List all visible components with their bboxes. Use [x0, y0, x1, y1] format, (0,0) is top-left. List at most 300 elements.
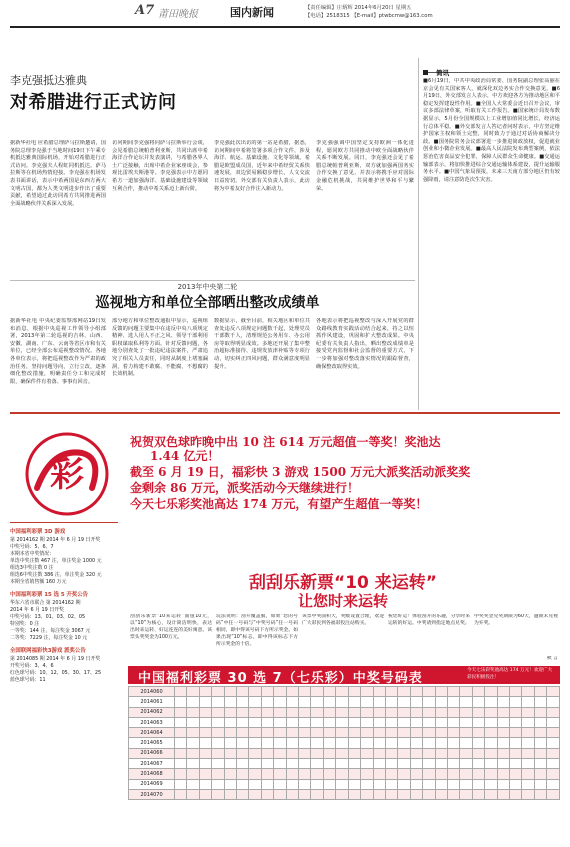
- number-cell: [509, 687, 521, 697]
- number-cell: [410, 687, 422, 697]
- issue-number-cell: 2014070: [129, 789, 175, 799]
- number-cell: [286, 728, 298, 738]
- number-cell: [212, 728, 224, 738]
- number-cell: [547, 738, 560, 748]
- table-row: [129, 738, 560, 748]
- number-cell: [237, 748, 249, 758]
- number-cell: [497, 769, 509, 779]
- number-cell: [299, 728, 311, 738]
- number-cell: [336, 687, 348, 697]
- number-cell: [336, 738, 348, 748]
- number-cell: [509, 707, 521, 717]
- number-cell: [485, 687, 497, 697]
- number-cell: [261, 779, 273, 789]
- number-cell: [447, 789, 459, 799]
- number-cell: [398, 759, 410, 769]
- number-cell: [373, 707, 385, 717]
- number-cell: [509, 717, 521, 727]
- number-cell: [212, 789, 224, 799]
- number-cell: [323, 717, 335, 727]
- number-cell: [447, 728, 459, 738]
- number-cell: [435, 789, 447, 799]
- number-cell: [237, 697, 249, 707]
- number-cell: [373, 697, 385, 707]
- number-cell: [348, 738, 360, 748]
- editor-info: [305, 4, 500, 20]
- number-cell: [224, 697, 236, 707]
- number-cell: [323, 707, 335, 717]
- number-cell: [472, 707, 484, 717]
- number-cell: [299, 707, 311, 717]
- number-cell: [299, 717, 311, 727]
- article1-column-2: 访问期间李克强将同萨马拉斯举行会谈，会见希腊总统帕普利亚斯，共同出席中希海洋合作论坛并发表演讲，与希腊各界人士广泛接触，出席中希企业家座谈会，参观比雷埃夫斯港等。李克强表示中方愿同希方一道加强海洋、基础设施建设等领域互利合作，推动中希关系迈上新台阶。: [112, 140, 208, 192]
- number-cell: [224, 789, 236, 799]
- number-cell: [274, 779, 286, 789]
- number-cell: [435, 738, 447, 748]
- number-cell: [447, 738, 459, 748]
- number-cell: [199, 779, 211, 789]
- number-cell: [460, 748, 472, 758]
- ad-line-3: 截至 6 月 19 日，福彩快 3 游戏 1500 万元大派奖活动派奖奖: [130, 465, 471, 479]
- number-cell: [522, 717, 534, 727]
- number-cell: [224, 687, 236, 697]
- number-cell: [435, 687, 447, 697]
- number-cell: [299, 759, 311, 769]
- number-cell: [534, 759, 546, 769]
- editor-line: 【责任编辑】庄炳辉 2014年6月20日 星期五: [305, 5, 412, 11]
- lottery-rule: [10, 412, 560, 414]
- number-cell: [361, 728, 373, 738]
- number-cell: [175, 769, 187, 779]
- number-cell: [385, 759, 397, 769]
- number-cell: [361, 748, 373, 758]
- number-cell: [460, 717, 472, 727]
- number-cell: [286, 687, 298, 697]
- number-cell: [435, 717, 447, 727]
- number-cell: [199, 759, 211, 769]
- number-cell: [398, 697, 410, 707]
- number-cell: [212, 738, 224, 748]
- number-cell: [547, 759, 560, 769]
- number-cell: [224, 759, 236, 769]
- number-cell: [311, 789, 323, 799]
- issue-number-cell: 2014066: [129, 748, 175, 758]
- table-row: [129, 779, 560, 789]
- number-cell: [485, 707, 497, 717]
- number-cell: [212, 707, 224, 717]
- number-cell: [385, 748, 397, 758]
- number-cell: [497, 748, 509, 758]
- table-row: [129, 789, 560, 799]
- number-cell: [175, 697, 187, 707]
- number-cell: [187, 707, 199, 717]
- header-rule: [10, 26, 560, 28]
- number-cell: [286, 697, 298, 707]
- number-cell: [187, 717, 199, 727]
- number-cell: [373, 759, 385, 769]
- article1-column-3: 李克强此次出访的第一站是希腊，据悉，访问期间中希将签署多项合作文件，涉及海洋、航运、基础设施、文化等领域。希腊是欧盟成员国，近年来中希经贸关系快速发展，双边贸易额稳步增长，人文交流日益密切。外交部有关负责人表示，此访将为中希友好合作注入新动力。: [214, 140, 310, 192]
- number-cell: [509, 697, 521, 707]
- number-cell: [299, 738, 311, 748]
- sidebar-list-15x5: [10, 600, 118, 642]
- number-cell: [249, 707, 261, 717]
- number-cell: [299, 748, 311, 758]
- number-cell: [261, 707, 273, 717]
- number-cell: [224, 728, 236, 738]
- sidebar-line: 二等奖：7229 注，每注奖金 10 元: [10, 635, 88, 641]
- number-cell: [472, 697, 484, 707]
- number-cell: [311, 687, 323, 697]
- number-cell: [237, 759, 249, 769]
- number-cell: [398, 687, 410, 697]
- scratch-column-3: 该票中奖面积大，奖级设置合理，欢迎广大彩民到各福彩投注站购买。: [302, 614, 384, 626]
- number-cell: [175, 728, 187, 738]
- table-title: 中国福利彩票 30 选 7（七乐彩）中奖号码表: [138, 671, 423, 686]
- number-cell: [373, 728, 385, 738]
- number-cell: [497, 759, 509, 769]
- table-row: [129, 687, 560, 697]
- number-cell: [199, 717, 211, 727]
- number-cell: [410, 728, 422, 738]
- number-cell: [175, 687, 187, 697]
- article2-headline: 巡视地方和单位全部晒出整改成绩单: [95, 295, 320, 311]
- number-cell: [398, 738, 410, 748]
- number-cell: [547, 769, 560, 779]
- number-cell: [187, 748, 199, 758]
- page-header: [0, 0, 570, 46]
- number-cell: [534, 728, 546, 738]
- number-cell: [447, 717, 459, 727]
- number-cell: [274, 769, 286, 779]
- number-cell: [249, 728, 261, 738]
- sidebar-line: 特别奖：0 注: [10, 621, 40, 627]
- number-cell: [175, 789, 187, 799]
- article2-column-2: 部分地方和单位整改通报中显示，巡视组反馈的问题主要集中在违反中央八项规定精神、选人用人不正之风、领导干部利用职权谋取私利等方面。针对反馈问题，各地分别查处了一批违纪违法案件，严肃追究了相关人员责任，同时从制度上堵塞漏洞，着力构建不敢腐、不能腐、不想腐的长效机制。: [112, 318, 208, 378]
- number-cell: [199, 738, 211, 748]
- number-cell: [497, 789, 509, 799]
- number-cell: [435, 728, 447, 738]
- number-cell: [373, 687, 385, 697]
- number-cell: [224, 769, 236, 779]
- number-cell: [547, 717, 560, 727]
- number-cell: [398, 717, 410, 727]
- number-cell: [447, 748, 459, 758]
- number-cell: [286, 789, 298, 799]
- number-cell: [522, 687, 534, 697]
- sidebar-head-3d: 中国福利彩票 3D 游戏: [10, 529, 66, 535]
- number-cell: [497, 697, 509, 707]
- number-cell: [224, 717, 236, 727]
- number-cell: [249, 769, 261, 779]
- article1-headline: 对希腊进行正式访问: [10, 92, 177, 113]
- sidebar-line: 一等奖：144 注，每注奖金 3067 元: [10, 628, 91, 634]
- number-cell: [497, 717, 509, 727]
- issue-number-cell: 2014061: [129, 697, 175, 707]
- number-cell: [534, 738, 546, 748]
- number-cell: [199, 748, 211, 758]
- number-cell: [311, 717, 323, 727]
- number-cell: [472, 717, 484, 727]
- number-cell: [175, 738, 187, 748]
- number-cell: [323, 779, 335, 789]
- ad-line-1: 祝贺双色球昨晚中出 10 注 614 万元超值一等奖！奖池达: [130, 435, 441, 449]
- number-cell: [237, 728, 249, 738]
- number-cell: [460, 738, 472, 748]
- number-cell: [423, 707, 435, 717]
- issue-number-cell: 2014063: [129, 717, 175, 727]
- number-cell: [336, 759, 348, 769]
- number-cell: [460, 759, 472, 769]
- number-cell: [361, 789, 373, 799]
- number-cell: [212, 769, 224, 779]
- number-cell: [261, 748, 273, 758]
- table-banner: [128, 666, 560, 684]
- number-cell: [398, 748, 410, 758]
- number-cell: [311, 779, 323, 789]
- number-cell: [274, 697, 286, 707]
- number-cell: [497, 779, 509, 789]
- number-cell: [534, 779, 546, 789]
- number-cell: [175, 707, 187, 717]
- number-cell: [522, 789, 534, 799]
- number-cell: [323, 748, 335, 758]
- number-cell: [311, 769, 323, 779]
- column-divider: [418, 58, 419, 410]
- number-cell: [212, 687, 224, 697]
- number-cell: [509, 738, 521, 748]
- article2-column-3: 数据显示，截至目前，相关地区和单位共查处违反八项规定问题数千起，处理党员干部数千人，清理规范公务用车、办公用房等取得明显成效。多地还开展了集中整治超标准接待、违规发放津补贴等专项行动，切实纠正四风问题，群众满意度明显提升。: [214, 318, 310, 370]
- number-cell: [274, 687, 286, 697]
- sidebar-line: 组选6中奖注数 386 注，单注奖金 320 元: [10, 572, 102, 578]
- number-cell: [323, 687, 335, 697]
- number-cell: [299, 779, 311, 789]
- number-cell: [187, 738, 199, 748]
- briefs-text: ■6月19日，中共中央政治局常委、国务院副总理张高丽在京会见有关国家客人，就深化双边务实合作交换意见。■6月19日，外交部发言人表示，中方欢迎各方为推动地区和平稳定发挥建设性作用。■全国人大常委会近日召开会议，审议多部法律草案，听取有关工作报告。■国家统计局发布数据显示，5月份全国规模以上工业增加值同比增长，经济运行总体平稳。■外交部发言人答记者问时表示，中方坚定维护国家主权和领土完整，同时致力于通过对话协商解决分歧。■国务院常务会议部署进一步推进简政放权，促进就业创业和小微企业发展。■最高人民法院发布典型案例，依法惩治危害食品安全犯罪，保障人民群众生命健康。■交通运输部表示，将加快推进综合交通运输体系建设，提升运输服务水平。■中国气象局预报，未来三天南方部分地区仍有较强降雨，请注意防范次生灾害。: [423, 78, 560, 183]
- number-cell: [385, 717, 397, 727]
- number-cell: [348, 707, 360, 717]
- number-cell: [311, 697, 323, 707]
- number-cell: [361, 717, 373, 727]
- number-cell: [286, 748, 298, 758]
- number-cell: [199, 728, 211, 738]
- number-cell: [311, 748, 323, 758]
- number-cell: [187, 759, 199, 769]
- issue-number-cell: 2014064: [129, 728, 175, 738]
- number-cell: [522, 697, 534, 707]
- number-cell: [497, 687, 509, 697]
- scratch-title-line-2: 让您时来运转: [297, 592, 388, 610]
- number-cell: [187, 728, 199, 738]
- qilecai-results-table: [128, 686, 560, 800]
- table-row: [129, 707, 560, 717]
- number-cell: [522, 759, 534, 769]
- number-cell: [175, 759, 187, 769]
- table-row: [129, 759, 560, 769]
- number-cell: [237, 789, 249, 799]
- number-cell: [224, 779, 236, 789]
- article1-kicker: 李克强抵达雅典: [10, 74, 87, 87]
- number-cell: [385, 707, 397, 717]
- number-cell: [534, 748, 546, 758]
- number-cell: [323, 697, 335, 707]
- number-cell: [199, 697, 211, 707]
- number-cell: [373, 769, 385, 779]
- number-cell: [249, 748, 261, 758]
- number-cell: [485, 697, 497, 707]
- number-cell: [423, 759, 435, 769]
- number-cell: [336, 728, 348, 738]
- number-cell: [286, 779, 298, 789]
- number-cell: [460, 697, 472, 707]
- number-cell: [410, 748, 422, 758]
- number-cell: [286, 738, 298, 748]
- number-cell: [423, 769, 435, 779]
- scratch-column-4: 祝您好运！体验刮开的乐趣，分享时来运转的好运。中奖请到指定地点兑奖。: [388, 614, 470, 626]
- number-cell: [385, 769, 397, 779]
- sidebar-line: 本期全省销售额 160 万元: [10, 579, 67, 585]
- number-cell: [336, 717, 348, 727]
- number-cell: [249, 687, 261, 697]
- table-row: [129, 697, 560, 707]
- number-cell: [385, 728, 397, 738]
- number-cell: [299, 789, 311, 799]
- number-cell: [373, 748, 385, 758]
- number-cell: [286, 717, 298, 727]
- number-cell: [472, 728, 484, 738]
- sidebar-line: 蓝色球号码：11: [10, 677, 46, 683]
- number-cell: [361, 697, 373, 707]
- number-cell: [237, 779, 249, 789]
- number-cell: [385, 779, 397, 789]
- number-cell: [299, 769, 311, 779]
- number-cell: [509, 789, 521, 799]
- number-cell: [299, 687, 311, 697]
- number-cell: [348, 687, 360, 697]
- number-cell: [237, 738, 249, 748]
- page-number: A7: [135, 3, 155, 18]
- number-cell: [534, 769, 546, 779]
- number-cell: [212, 717, 224, 727]
- lottery-results-sidebar: [10, 522, 118, 847]
- number-cell: [398, 789, 410, 799]
- number-cell: [435, 779, 447, 789]
- number-cell: [274, 717, 286, 727]
- number-cell: [460, 779, 472, 789]
- number-cell: [175, 748, 187, 758]
- square-bullet-icon: [423, 70, 428, 75]
- table-row: [129, 748, 560, 758]
- number-cell: [348, 717, 360, 727]
- number-cell: [410, 769, 422, 779]
- number-cell: [423, 717, 435, 727]
- number-cell: [348, 789, 360, 799]
- issue-number-cell: 2014069: [129, 779, 175, 789]
- number-cell: [249, 717, 261, 727]
- number-cell: [199, 687, 211, 697]
- number-cell: [460, 707, 472, 717]
- number-cell: [398, 779, 410, 789]
- number-cell: [435, 748, 447, 758]
- number-cell: [175, 779, 187, 789]
- sidebar-line: 华东六省市联合 第 2014162 期: [10, 600, 81, 606]
- number-cell: [398, 728, 410, 738]
- number-cell: [410, 717, 422, 727]
- number-cell: [361, 759, 373, 769]
- number-cell: [261, 769, 273, 779]
- number-cell: [547, 779, 560, 789]
- number-cell: [522, 728, 534, 738]
- number-cell: [509, 779, 521, 789]
- sidebar-list-k3: [10, 656, 118, 684]
- number-cell: [447, 779, 459, 789]
- number-cell: [385, 789, 397, 799]
- number-cell: [274, 759, 286, 769]
- number-cell: [485, 717, 497, 727]
- number-cell: [274, 707, 286, 717]
- number-cell: [509, 769, 521, 779]
- ad-line-4: 金剩余 86 万元，派奖活动今天继续进行！: [130, 481, 360, 495]
- number-cell: [497, 707, 509, 717]
- number-cell: [423, 748, 435, 758]
- number-cell: [361, 707, 373, 717]
- number-cell: [447, 769, 459, 779]
- number-cell: [472, 687, 484, 697]
- number-cell: [522, 707, 534, 717]
- number-cell: [224, 738, 236, 748]
- number-cell: [286, 707, 298, 717]
- article2-column-4: 各地表示将把巡视整改与深入开展党的群众路线教育实践活动结合起来，持之以恒抓作风建设，巩固和扩大整改成果。中央纪委有关负责人指出，晒出整改成绩单是接受党内监督和社会监督的重要方式，下一步将加强对整改落实情况的跟踪督查，确保整改取得实效。: [316, 318, 414, 370]
- number-cell: [249, 738, 261, 748]
- scratch-title-line-1: 刮刮乐新票“10 来运转”: [249, 573, 437, 593]
- number-cell: [485, 728, 497, 738]
- number-cell: [509, 748, 521, 758]
- number-cell: [261, 728, 273, 738]
- number-cell: [447, 687, 459, 697]
- sidebar-line: 中奖号码：13、01、03、02、05: [10, 614, 86, 620]
- number-cell: [485, 779, 497, 789]
- number-cell: [410, 789, 422, 799]
- number-cell: [212, 759, 224, 769]
- number-cell: [348, 748, 360, 758]
- number-cell: [522, 769, 534, 779]
- sidebar-head-k3: 全国联网福彩快3游戏 派奖公告: [10, 648, 86, 654]
- scratch-column-1: 刮刮乐新票“10来运转”面值10元，以“10”为核心，设计简洁明快，表达出时来运转、好运连连的美好寓意。该票头奖奖金为100万元。: [130, 614, 212, 640]
- number-cell: [547, 687, 560, 697]
- number-cell: [385, 697, 397, 707]
- number-cell: [348, 779, 360, 789]
- scratch-byline: 秋 言: [546, 656, 558, 661]
- logo-text: 彩: [50, 455, 84, 495]
- sidebar-line: 第 2014162 期 2014 年 6 月 19 日开奖: [10, 537, 101, 543]
- number-cell: [336, 769, 348, 779]
- number-cell: [323, 769, 335, 779]
- number-cell: [410, 738, 422, 748]
- table-row: [129, 769, 560, 779]
- number-cell: [261, 759, 273, 769]
- table-note: 今天七乐彩奖池高达 174 万元！欢迎广大彩民积极投注！: [467, 668, 553, 680]
- number-cell: [373, 779, 385, 789]
- number-cell: [410, 759, 422, 769]
- number-cell: [199, 789, 211, 799]
- number-cell: [212, 779, 224, 789]
- number-cell: [460, 769, 472, 779]
- number-cell: [187, 789, 199, 799]
- number-cell: [336, 697, 348, 707]
- number-cell: [274, 789, 286, 799]
- number-cell: [460, 687, 472, 697]
- number-cell: [249, 759, 261, 769]
- number-cell: [435, 759, 447, 769]
